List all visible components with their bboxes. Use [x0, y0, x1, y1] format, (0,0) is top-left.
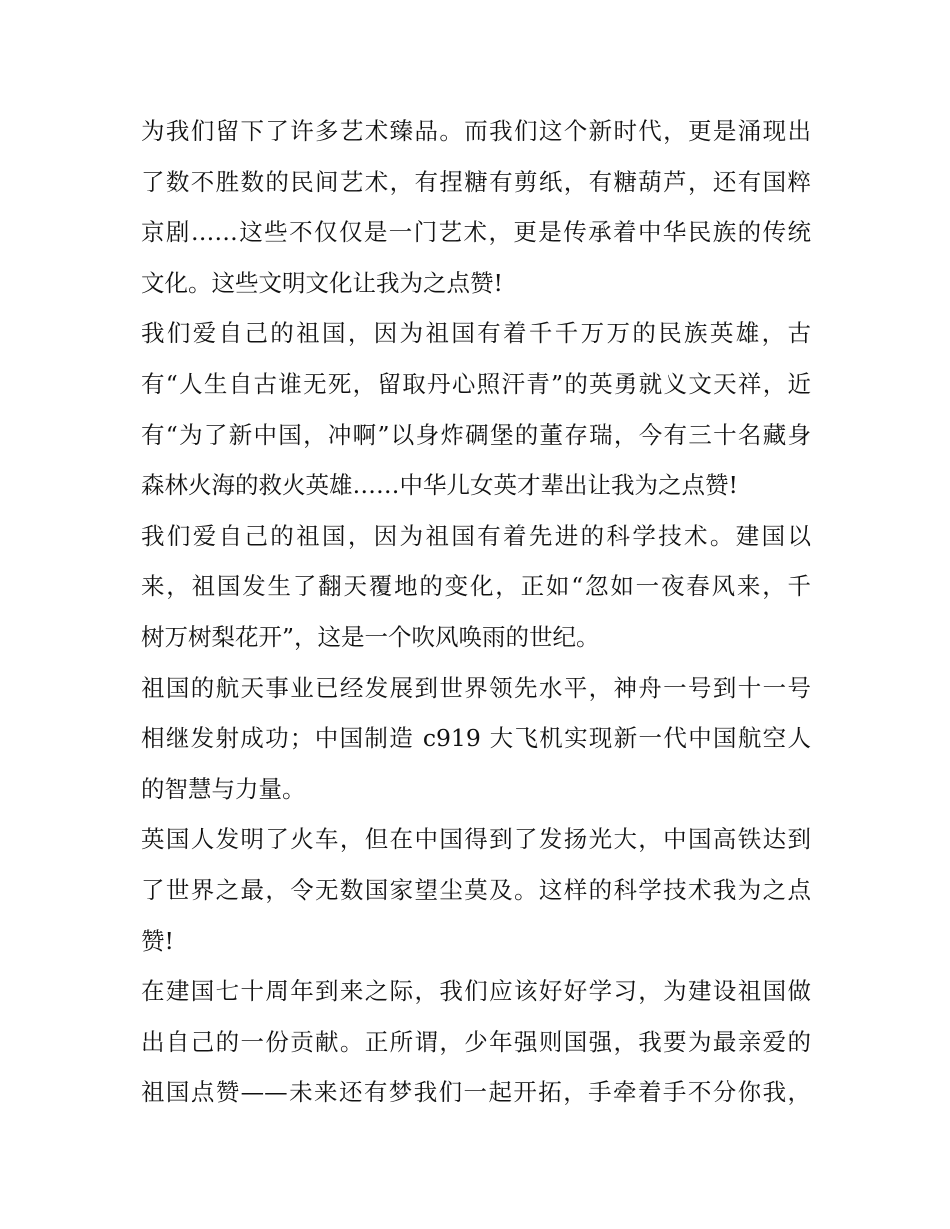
text-line: 祖国的航天事业已经发展到世界领先水平，神舟一号到十一号	[141, 673, 811, 702]
text-line: 我们爱自己的祖国，因为祖国有着先进的科学技术。建国以	[141, 521, 811, 550]
text-line: 出自己的一份贡献。正所谓，少年强则国强，我要为最亲爱的	[141, 1027, 811, 1056]
text-line: 文化。这些文明文化让我为之点赞!	[141, 268, 503, 297]
text-line: 了数不胜数的民间艺术，有捏糖有剪纸，有糖葫芦，还有国粹	[141, 167, 811, 196]
text-line: 在建国七十周年到来之际，我们应该好好学习，为建设祖国做	[141, 977, 811, 1006]
text-line: 京剧……这些不仅仅是一门艺术，更是传承着中华民族的传统	[141, 218, 811, 247]
text-line: 树万树梨花开”，这是一个吹风唤雨的世纪。	[141, 622, 600, 651]
text-line: 我们爱自己的祖国，因为祖国有着千千万万的民族英雄，古	[141, 319, 811, 348]
text-line: 为我们留下了许多艺术臻品。而我们这个新时代，更是涌现出	[141, 117, 811, 145]
text-line: 祖国点赞——未来还有梦我们一起开拓，手牵着手不分你我，	[141, 1078, 811, 1107]
body-text	[141, 106, 811, 1118]
text-line: 有“人生自古谁无死，留取丹心照汗青”的英勇就义文天祥，近	[141, 369, 811, 398]
text-line: 了世界之最，令无数国家望尘莫及。这样的科学技术我为之点	[141, 875, 811, 904]
text-line: 来，祖国发生了翻天覆地的变化，正如“忽如一夜春风来，千	[141, 572, 811, 601]
text-line: 森林火海的救火英雄……中华儿女英才辈出让我为之点赞!	[141, 471, 738, 500]
text-line: 的智慧与力量。	[141, 774, 306, 803]
text-line: 有“为了新中国，冲啊”以身炸碉堡的董存瑞，今有三十名藏身	[141, 420, 811, 449]
text-line: 赞!	[141, 926, 174, 955]
text-line: 英国人发明了火车，但在中国得到了发扬光大，中国高铁达到	[141, 825, 811, 854]
text-line: 相继发射成功；中国制造 c919 大飞机实现新一代中国航空人	[141, 724, 811, 753]
